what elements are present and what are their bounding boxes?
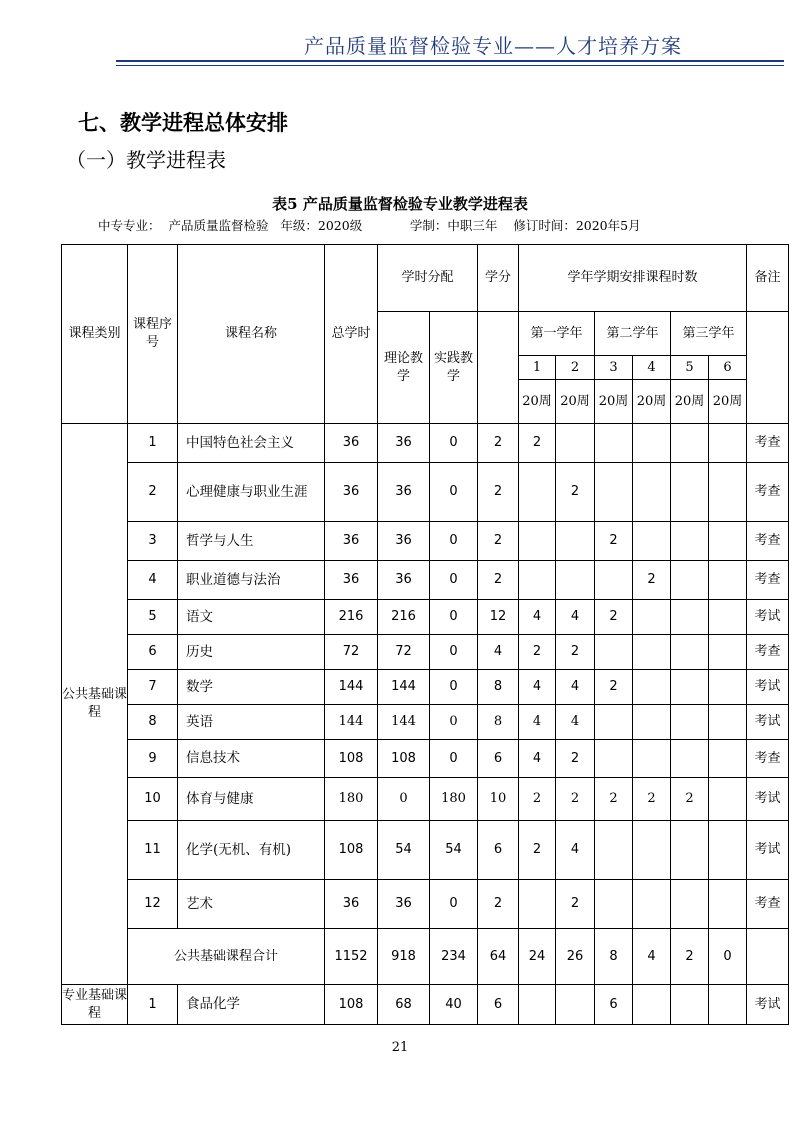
cell-sem-1	[519, 985, 556, 1025]
cell-name: 历史	[178, 635, 325, 670]
cell-name: 化学(无机、有机)	[178, 821, 325, 880]
header-rule	[116, 60, 784, 62]
cell-sem-4	[633, 821, 671, 880]
cell-theory: 144	[378, 705, 430, 740]
table-row	[62, 985, 789, 1025]
cell-sem-3	[595, 740, 633, 778]
table-row	[62, 821, 789, 880]
cell-theory: 144	[378, 670, 430, 705]
cell-sem-4	[633, 522, 671, 561]
cell-no: 1	[128, 985, 178, 1025]
cell-sem-1	[519, 561, 556, 600]
cell-sem-4	[633, 463, 671, 522]
cell-practice: 54	[430, 821, 478, 880]
subtotal-remark	[747, 929, 789, 985]
cell-sem-6	[709, 740, 747, 778]
cell-sem-6	[709, 670, 747, 705]
subtotal-row	[62, 929, 789, 985]
cell-no: 5	[128, 600, 178, 635]
cell-credit: 6	[478, 740, 519, 778]
cell-sem-2: 2	[556, 740, 595, 778]
cell-sem-6	[709, 463, 747, 522]
cell-practice: 0	[430, 522, 478, 561]
cell-sem-2: 4	[556, 821, 595, 880]
subtotal-label: 公共基础课程合计	[128, 929, 325, 985]
th-week-5: 20周	[671, 380, 709, 424]
cell-name: 英语	[178, 705, 325, 740]
cell-total: 72	[325, 635, 378, 670]
cell-sem-5	[671, 880, 709, 929]
cell-sem-2: 26	[556, 929, 595, 985]
table-row	[62, 600, 789, 635]
th-category: 课程类别	[62, 245, 128, 424]
table-row	[62, 705, 789, 740]
cell-sem-3	[595, 880, 633, 929]
cell-sem-2	[556, 561, 595, 600]
cell-practice: 0	[430, 670, 478, 705]
th-sem-3: 3	[595, 356, 633, 380]
cell-sem-6	[709, 600, 747, 635]
cell-remark: 考查	[747, 561, 789, 600]
cell-sem-5	[671, 821, 709, 880]
cell-practice: 0	[430, 561, 478, 600]
cell-credit: 2	[478, 522, 519, 561]
cell-practice: 180	[430, 778, 478, 821]
cell-practice: 0	[430, 424, 478, 463]
cell-remark: 考试	[747, 705, 789, 740]
cell-sem-5	[671, 705, 709, 740]
cell-no: 2	[128, 463, 178, 522]
cell-sem-6	[709, 424, 747, 463]
cell-sem-2: 2	[556, 635, 595, 670]
th-week-2: 20周	[556, 380, 595, 424]
cell-no: 12	[128, 880, 178, 929]
page-number: 21	[391, 1040, 409, 1055]
meta-major: 中专专业：	[98, 218, 161, 233]
cell-practice: 0	[430, 740, 478, 778]
cell-sem-1: 2	[519, 424, 556, 463]
cell-theory: 216	[378, 600, 430, 635]
cell-theory: 36	[378, 880, 430, 929]
cell-total: 108	[325, 985, 378, 1025]
cell-sem-5: 2	[671, 778, 709, 821]
cell-credit: 2	[478, 424, 519, 463]
cell-credit: 2	[478, 561, 519, 600]
cell-sem-3: 2	[595, 778, 633, 821]
table-row	[62, 635, 789, 670]
cell-sem-1: 4	[519, 600, 556, 635]
cell-practice: 234	[430, 929, 478, 985]
group-label-public: 公共基础课程	[62, 424, 128, 985]
cell-sem-3	[595, 463, 633, 522]
th-remark-blank	[747, 312, 789, 424]
cell-name: 语文	[178, 600, 325, 635]
cell-sem-4	[633, 635, 671, 670]
cell-sem-2	[556, 424, 595, 463]
cell-theory: 36	[378, 463, 430, 522]
cell-theory: 0	[378, 778, 430, 821]
cell-sem-1: 2	[519, 778, 556, 821]
cell-credit: 2	[478, 463, 519, 522]
cell-credit: 6	[478, 821, 519, 880]
cell-name: 体育与健康	[178, 778, 325, 821]
cell-sem-6: 0	[709, 929, 747, 985]
cell-sem-4	[633, 880, 671, 929]
th-year2: 第二学年	[595, 312, 671, 356]
cell-theory: 54	[378, 821, 430, 880]
th-week-6: 20周	[709, 380, 747, 424]
cell-total: 1152	[325, 929, 378, 985]
cell-sem-6	[709, 561, 747, 600]
cell-name: 心理健康与职业生涯	[178, 463, 325, 522]
cell-sem-3: 2	[595, 670, 633, 705]
cell-sem-1	[519, 880, 556, 929]
cell-sem-1: 2	[519, 635, 556, 670]
cell-theory: 918	[378, 929, 430, 985]
table-row	[62, 778, 789, 821]
cell-sem-6	[709, 985, 747, 1025]
th-total: 总学时	[325, 245, 378, 424]
cell-sem-4	[633, 600, 671, 635]
table-row	[62, 522, 789, 561]
cell-sem-2: 2	[556, 778, 595, 821]
cell-sem-6	[709, 635, 747, 670]
table-row	[62, 424, 789, 463]
table-row	[62, 561, 789, 600]
cell-total: 216	[325, 600, 378, 635]
cell-sem-3: 2	[595, 522, 633, 561]
cell-sem-3: 8	[595, 929, 633, 985]
meta-major-value: 产品质量监督检验	[168, 218, 269, 233]
cell-sem-4	[633, 740, 671, 778]
cell-credit: 8	[478, 670, 519, 705]
cell-sem-4	[633, 670, 671, 705]
cell-sem-4: 4	[633, 929, 671, 985]
section-subtitle: （一）教学进程表	[66, 148, 226, 172]
cell-credit: 64	[478, 929, 519, 985]
cell-remark: 考试	[747, 778, 789, 821]
cell-total: 36	[325, 424, 378, 463]
th-sem-arr: 学年学期安排课程时数	[519, 245, 747, 312]
cell-remark: 考试	[747, 821, 789, 880]
th-year3: 第三学年	[671, 312, 747, 356]
th-remark: 备注	[747, 245, 789, 312]
cell-sem-3	[595, 635, 633, 670]
cell-sem-1	[519, 522, 556, 561]
cell-sem-6	[709, 821, 747, 880]
cell-sem-6	[709, 778, 747, 821]
cell-name: 艺术	[178, 880, 325, 929]
cell-theory: 36	[378, 424, 430, 463]
teaching-plan-table	[61, 244, 789, 1025]
th-theory: 理论教学	[378, 312, 430, 424]
cell-sem-4	[633, 424, 671, 463]
table-row	[62, 463, 789, 522]
cell-sem-1	[519, 463, 556, 522]
cell-theory: 36	[378, 522, 430, 561]
cell-theory: 68	[378, 985, 430, 1025]
cell-remark: 考查	[747, 635, 789, 670]
cell-practice: 40	[430, 985, 478, 1025]
table-row	[62, 880, 789, 929]
header-rule-thin	[116, 65, 784, 66]
cell-total: 108	[325, 740, 378, 778]
cell-total: 36	[325, 880, 378, 929]
cell-practice: 0	[430, 635, 478, 670]
cell-sem-6	[709, 522, 747, 561]
cell-sem-2	[556, 522, 595, 561]
cell-theory: 72	[378, 635, 430, 670]
cell-practice: 0	[430, 600, 478, 635]
th-sem-5: 5	[671, 356, 709, 380]
cell-sem-5	[671, 740, 709, 778]
cell-theory: 36	[378, 561, 430, 600]
cell-theory: 108	[378, 740, 430, 778]
cell-no: 9	[128, 740, 178, 778]
cell-sem-4	[633, 705, 671, 740]
th-sem-1: 1	[519, 356, 556, 380]
cell-sem-5	[671, 561, 709, 600]
th-seq: 课程序号	[128, 245, 178, 424]
cell-sem-3: 2	[595, 600, 633, 635]
cell-name: 职业道德与法治	[178, 561, 325, 600]
cell-sem-5: 2	[671, 929, 709, 985]
cell-remark: 考查	[747, 463, 789, 522]
cell-total: 180	[325, 778, 378, 821]
cell-sem-2: 2	[556, 880, 595, 929]
cell-sem-4	[633, 985, 671, 1025]
cell-sem-3	[595, 424, 633, 463]
cell-sem-1: 4	[519, 705, 556, 740]
cell-name: 中国特色社会主义	[178, 424, 325, 463]
th-sem-4: 4	[633, 356, 671, 380]
cell-sem-5	[671, 635, 709, 670]
cell-practice: 0	[430, 463, 478, 522]
cell-total: 144	[325, 705, 378, 740]
cell-sem-1: 24	[519, 929, 556, 985]
th-practice: 实践教学	[430, 312, 478, 424]
table-meta	[98, 216, 641, 234]
cell-credit: 2	[478, 880, 519, 929]
cell-no: 10	[128, 778, 178, 821]
cell-sem-3	[595, 705, 633, 740]
cell-sem-1: 4	[519, 740, 556, 778]
section-title: 七、教学进程总体安排	[78, 111, 288, 135]
cell-remark: 考查	[747, 740, 789, 778]
cell-practice: 0	[430, 705, 478, 740]
cell-sem-5	[671, 985, 709, 1025]
cell-sem-5	[671, 424, 709, 463]
th-credit-blank	[478, 312, 519, 424]
cell-sem-5	[671, 522, 709, 561]
cell-credit: 8	[478, 705, 519, 740]
cell-sem-2	[556, 985, 595, 1025]
th-sem-2: 2	[556, 356, 595, 380]
cell-credit: 10	[478, 778, 519, 821]
cell-sem-1: 2	[519, 821, 556, 880]
cell-no: 3	[128, 522, 178, 561]
th-alloc: 学时分配	[378, 245, 478, 312]
th-week-4: 20周	[633, 380, 671, 424]
cell-name: 食品化学	[178, 985, 325, 1025]
cell-name: 数学	[178, 670, 325, 705]
cell-no: 6	[128, 635, 178, 670]
cell-name: 哲学与人生	[178, 522, 325, 561]
table-row	[62, 740, 789, 778]
cell-no: 7	[128, 670, 178, 705]
cell-credit: 4	[478, 635, 519, 670]
cell-remark: 考查	[747, 424, 789, 463]
cell-total: 108	[325, 821, 378, 880]
cell-sem-3	[595, 821, 633, 880]
header-title: 产品质量监督检验专业——人才培养方案	[304, 34, 682, 58]
cell-remark: 考试	[747, 670, 789, 705]
cell-sem-5	[671, 600, 709, 635]
cell-no: 1	[128, 424, 178, 463]
cell-total: 36	[325, 522, 378, 561]
cell-practice: 0	[430, 880, 478, 929]
cell-sem-2: 2	[556, 463, 595, 522]
cell-no: 11	[128, 821, 178, 880]
cell-sem-5	[671, 670, 709, 705]
cell-sem-2: 4	[556, 705, 595, 740]
cell-credit: 6	[478, 985, 519, 1025]
cell-name: 信息技术	[178, 740, 325, 778]
cell-sem-2: 4	[556, 600, 595, 635]
cell-sem-4: 2	[633, 778, 671, 821]
meta-system: 学制：中职三年	[409, 218, 498, 233]
cell-sem-2: 4	[556, 670, 595, 705]
cell-sem-1: 4	[519, 670, 556, 705]
cell-remark: 考查	[747, 522, 789, 561]
cell-sem-3: 6	[595, 985, 633, 1025]
th-sem-6: 6	[709, 356, 747, 380]
cell-sem-4: 2	[633, 561, 671, 600]
group-label-professional: 专业基础课程	[62, 985, 128, 1025]
cell-no: 4	[128, 561, 178, 600]
cell-no: 8	[128, 705, 178, 740]
th-week-3: 20周	[595, 380, 633, 424]
cell-total: 36	[325, 561, 378, 600]
meta-revised: 修订时间：2020年5月	[513, 218, 641, 233]
th-week-1: 20周	[519, 380, 556, 424]
cell-remark: 考查	[747, 880, 789, 929]
cell-sem-3	[595, 561, 633, 600]
cell-sem-6	[709, 880, 747, 929]
cell-credit: 12	[478, 600, 519, 635]
cell-total: 144	[325, 670, 378, 705]
cell-total: 36	[325, 463, 378, 522]
cell-sem-5	[671, 463, 709, 522]
cell-sem-6	[709, 705, 747, 740]
th-name: 课程名称	[178, 245, 325, 424]
table-row	[62, 670, 789, 705]
th-year1: 第一学年	[519, 312, 595, 356]
cell-remark: 考试	[747, 600, 789, 635]
table-caption: 表5 产品质量监督检验专业教学进程表	[272, 195, 528, 213]
th-credit: 学分	[478, 245, 519, 312]
meta-grade: 年级：2020级	[280, 218, 363, 233]
cell-remark: 考试	[747, 985, 789, 1025]
